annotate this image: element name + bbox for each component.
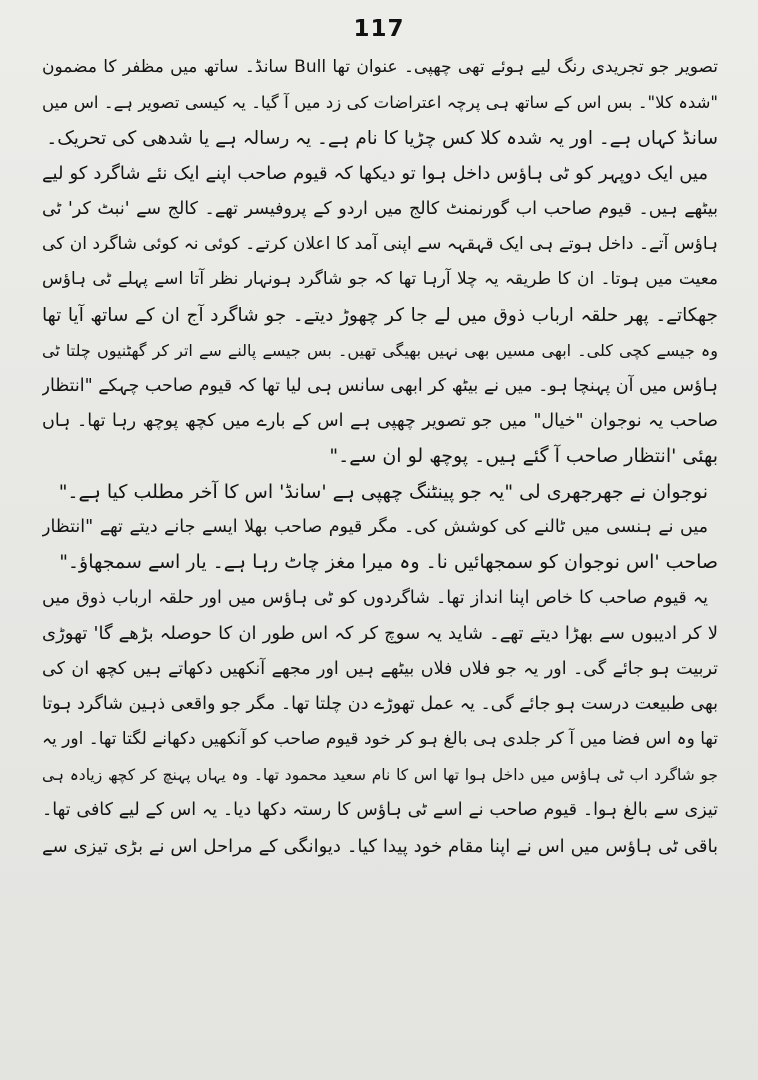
text-line: جھکاتے۔ پھر حلقہ ارباب ذوق میں لے جا کر چھوڑ دیتے۔ جو شاگرد آج ان کے ساتھ آیا تھا xyxy=(42,304,718,326)
text-line: تیزی سے بالغ ہوا۔ قیوم صاحب نے اسے ٹی ہاؤس کا رستہ دکھا دیا۔ یہ اس کے لیے کافی تھا۔ xyxy=(42,800,718,821)
text-line: سانڈ کہاں ہے۔ اور یہ شدہ کلا کس چڑیا کا نام ہے۔ یہ رسالہ ہے یا شدھی کی تحریک۔ xyxy=(46,127,718,149)
text-line: صاحب 'اس نوجوان کو سمجھائیں نا۔ وہ میرا مغز چاٹ رہا ہے۔ یار اسے سمجھاؤ۔" xyxy=(59,551,718,574)
text-line: صاحب یہ نوجوان "خیال" میں جو تصویر چھپی ہے اس کے بارے میں کچھ پوچھ رہا تھا۔ ہاں xyxy=(42,410,718,431)
text-line: وہ جیسے کچی کلی۔ ابھی مسیں بھی نہیں بھیگی تھیں۔ بس جیسے پالنے سے اتر کر گھٹنیوں چلتا ٹی xyxy=(42,341,718,361)
text-line: جو شاگرد اب ٹی ہاؤس میں داخل ہوا تھا اس کا نام سعید محمود تھا۔ وہ یہاں پہنچ کر کچھ زیادہ ہی xyxy=(42,765,718,784)
text-line: یہ قیوم صاحب کا خاص اپنا انداز تھا۔ شاگردوں کو ٹی ہاؤس میں اور حلقہ ارباب ذوق میں xyxy=(42,587,708,608)
text-line: نوجوان نے جھرجھری لی "یہ جو پینٹنگ چھپی ہے 'سانڈ' اس کا آخر مطلب کیا ہے۔" xyxy=(58,480,708,503)
text-line: ہاؤس میں آن پہنچا ہو۔ میں نے بیٹھ کر ابھی سانس ہی لیا تھا کہ قیوم صاحب چہکے "انتظار xyxy=(42,375,718,396)
text-line: تربیت ہو جائے گی۔ اور یہ جو فلاں فلاں بیٹھے ہیں اور مجھے آنکھیں دکھاتے ہیں کچھ ان کی xyxy=(42,658,718,679)
text-line: بیٹھے ہیں۔ قیوم صاحب اب گورنمنٹ کالج میں اردو کے پروفیسر تھے۔ کالج سے 'نبٹ کر' ٹی xyxy=(42,198,718,219)
text-line: تھا وہ اس فضا میں آ کر جلدی ہی بالغ ہو کر خود قیوم صاحب کو آنکھیں دکھانے لگتا تھا۔ اور یہ xyxy=(42,729,718,750)
text-line: "شدہ کلا"۔ بس اس کے ساتھ ہی پرچہ اعتراضات کی زد میں آ گیا۔ یہ کیسی تصویر ہے۔ اس میں xyxy=(42,93,718,113)
page-number: 117 xyxy=(353,16,405,42)
text-line: تصویر جو تجریدی رنگ لیے ہوئے تھی چھپی۔ عنوان تھا Bull سانڈ۔ ساتھ میں مظفر کا مضمون xyxy=(42,57,718,77)
text-line: معیت میں ہوتا۔ ان کا طریقہ یہ چلا آرہا تھا کہ جو شاگرد ہونہار نظر آتا اسے پہلے ٹی ہاؤس xyxy=(42,269,718,290)
text-line: بھئی 'انتظار صاحب آ گئے ہیں۔ پوچھ لو ان سے۔" xyxy=(329,445,718,468)
text-line: باقی ٹی ہاؤس میں اس نے اپنا مقام خود پیدا کیا۔ دیوانگی کے مراحل اس نے بڑی تیزی سے xyxy=(42,835,718,857)
text-line: میں نے ہنسی میں ٹالنے کی کوشش کی۔ مگر قیوم صاحب بھلا ایسے جانے دیتے تھے "انتظار xyxy=(42,517,708,538)
text-line: ہاؤس آتے۔ داخل ہوتے ہی ایک قہقہہ سے اپنی آمد کا اعلان کرتے۔ کوئی نہ کوئی شاگرد ان کی xyxy=(42,233,718,254)
text-line: میں ایک دوپہر کو ٹی ہاؤس داخل ہوا تو دیکھا کہ قیوم صاحب اپنے ایک نئے شاگرد کو لیے xyxy=(42,163,708,185)
text-line: لا کر ادیبوں سے بھڑا دیتے تھے۔ شاید یہ سوچ کر کہ اس طور ان کا حوصلہ بڑھے گا' تھوڑی xyxy=(42,623,718,645)
text-line: بھی طبیعت درست ہو جائے گی۔ یہ عمل تھوڑے دن چلتا تھا۔ مگر جو واقعی ذہین شاگرد ہوتا xyxy=(42,694,718,715)
body-text xyxy=(42,50,718,864)
